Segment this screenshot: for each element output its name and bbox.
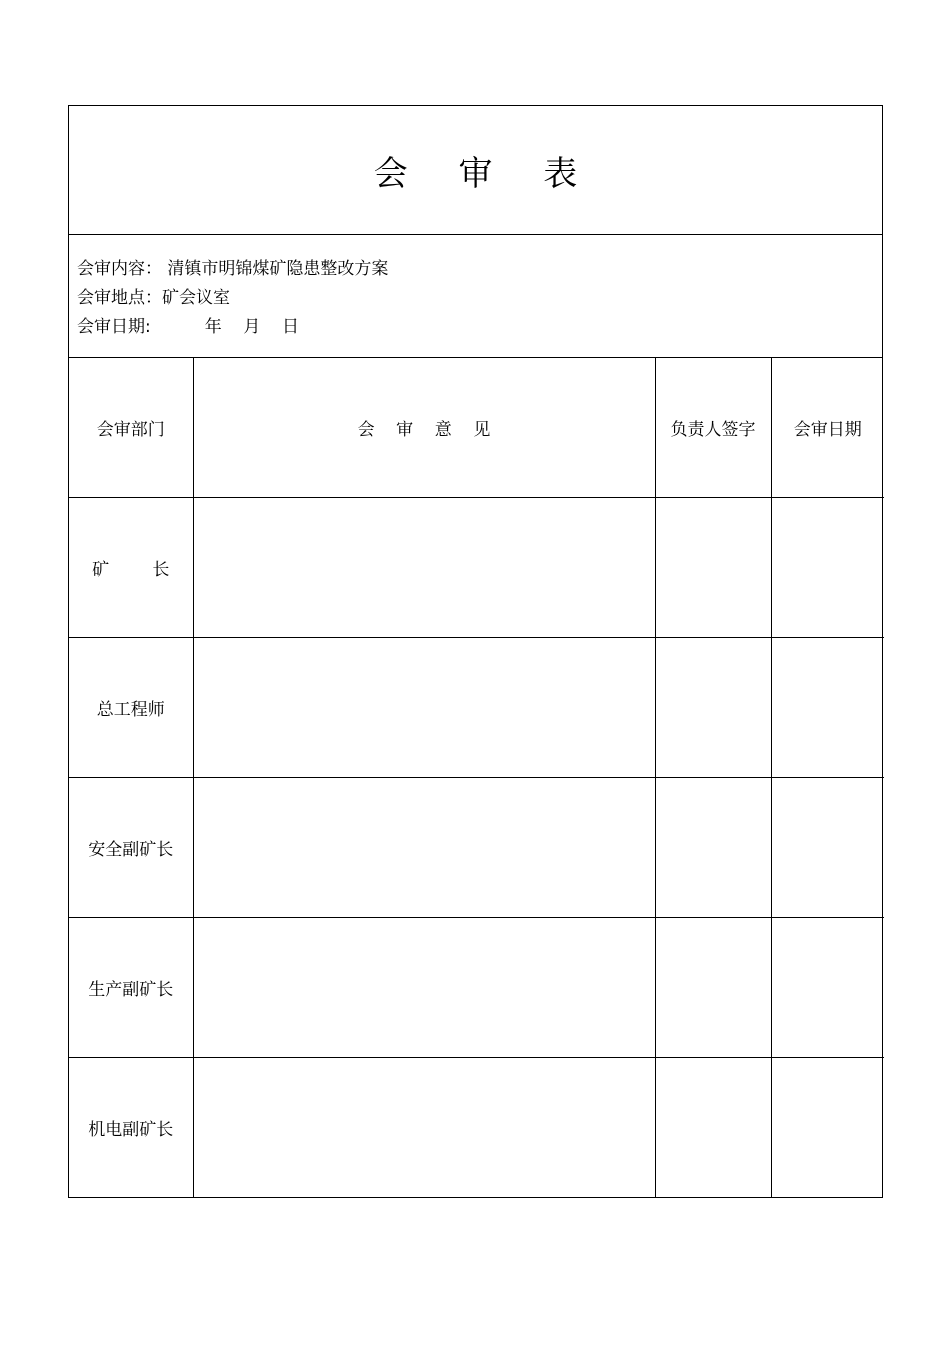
- review-date-label: 会审日期:: [77, 317, 151, 337]
- review-location-line: [77, 284, 882, 313]
- department-cell: 生产副矿长: [69, 918, 193, 1058]
- review-location-value: 矿会议室: [162, 288, 230, 308]
- signature-cell[interactable]: [655, 638, 771, 778]
- department-cell: 矿 长: [69, 498, 193, 638]
- info-section: [69, 235, 882, 358]
- header-signature: 负责人签字: [655, 358, 771, 498]
- department-cell: 总工程师: [69, 638, 193, 778]
- table-row: [69, 498, 884, 638]
- review-date-value: 年 月 日: [204, 317, 300, 337]
- date-cell[interactable]: [771, 778, 884, 918]
- header-opinion: 会 审 意 见: [193, 358, 655, 498]
- opinion-cell[interactable]: [193, 918, 655, 1058]
- form-title: 会 审 表: [373, 153, 598, 194]
- opinion-cell[interactable]: [193, 498, 655, 638]
- date-cell[interactable]: [771, 1058, 884, 1198]
- signature-cell[interactable]: [655, 498, 771, 638]
- review-form: [68, 105, 883, 1198]
- table-row: [69, 778, 884, 918]
- opinion-cell[interactable]: [193, 638, 655, 778]
- date-cell[interactable]: [771, 918, 884, 1058]
- review-date-line: [77, 313, 882, 342]
- review-content-label: 会审内容：: [77, 259, 162, 279]
- signature-cell[interactable]: [655, 778, 771, 918]
- opinion-cell[interactable]: [193, 778, 655, 918]
- date-cell[interactable]: [771, 498, 884, 638]
- header-department: 会审部门: [96, 420, 165, 440]
- header-date: 会审日期: [771, 358, 884, 498]
- review-table: [69, 358, 884, 1197]
- table-row: [69, 918, 884, 1058]
- table-row: [69, 638, 884, 778]
- date-cell[interactable]: [771, 638, 884, 778]
- title-cell: [69, 106, 882, 235]
- signature-cell[interactable]: [655, 1058, 771, 1198]
- review-content-line: [77, 255, 882, 284]
- department-cell: 机电副矿长: [69, 1058, 193, 1198]
- table-row: [69, 1058, 884, 1198]
- signature-cell[interactable]: [655, 918, 771, 1058]
- review-location-label: 会审地点：: [77, 288, 162, 308]
- opinion-cell[interactable]: [193, 1058, 655, 1198]
- table-header-row: [69, 358, 884, 498]
- review-content-value: 清镇市明锦煤矿隐患整改方案: [167, 259, 389, 279]
- department-cell: 安全副矿长: [69, 778, 193, 918]
